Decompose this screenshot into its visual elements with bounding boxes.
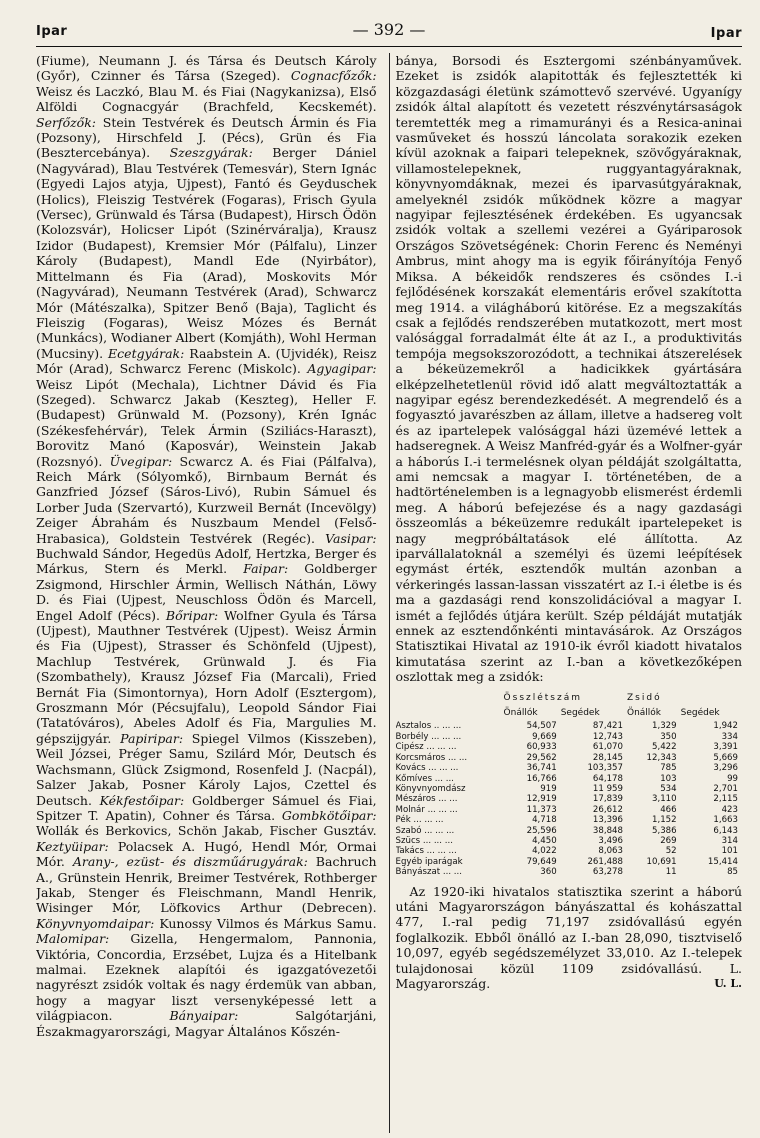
table-row xyxy=(396,763,742,773)
statistics-table-body xyxy=(396,721,742,877)
table-cell: 15,414 xyxy=(707,856,738,867)
table-row xyxy=(396,732,742,742)
table-cell: 334 xyxy=(721,731,738,742)
table-row xyxy=(396,805,742,815)
text-run: Weisz Lipót (Mechala), Lichtner Dávid és Fia (Szeged). Schwarcz Jakab (Keszteg), Heller F. (Budapest) Grünwald M. (Pozsony), Krén Ignác (Székesfehérvár), Telek Ármin (Sziliács-Haraszt), Borovitz Manó (Kaposvár), Weinstein Jakab (Rozsnyó). xyxy=(36,376,377,469)
table-cell: 5,386 xyxy=(652,825,677,836)
table-cell: 5,422 xyxy=(652,742,677,753)
table-row xyxy=(396,753,742,763)
table-cell: 4,022 xyxy=(532,846,557,857)
table-cell: 17,839 xyxy=(592,794,623,805)
group-header-jewish: Zsidó xyxy=(627,692,662,703)
table-cell: 29,562 xyxy=(526,752,557,763)
table-cell: 8,063 xyxy=(598,846,623,857)
text-run: Weisz és Laczkó, Blau M. és Fiai (Nagykanizsa), Első Alföldi Cognacgyár (Brachfeld, Kecskemét). xyxy=(36,83,377,115)
group-header-total: Összlétszám xyxy=(503,692,582,703)
table-cell: 12,919 xyxy=(526,794,557,805)
page-number: — 392 — xyxy=(352,20,426,39)
industry-heading: Papiripar: xyxy=(120,730,184,746)
industry-heading: Serfőzők: xyxy=(36,114,96,130)
row-label: Borbély ... ... ... xyxy=(395,731,462,742)
text-run: Goldberger Zsigmond, Hirschler Ármin, Wellisch Náthán, Löwy D. és Fiai (Ujpest, Neuschloss Ödön és Marcell, Engel Adolf (Pécs). xyxy=(36,561,377,623)
col-header: Segédek xyxy=(560,708,600,719)
text-run: Bachruch A., Grünstein Henrik, Breimer Testvérek, Rothberger Jakab, Stenger és Fleischmann, Mandl Henrik, Wisinger Mór, Löfkovics Arthur (Debrecen). xyxy=(36,854,377,916)
table-cell: 25,596 xyxy=(526,825,557,836)
table-row xyxy=(396,815,742,825)
text-run: Scwarcz A. és Fiai (Pálfalva), Reich Márk (Sólyomkő), Birnbaum Bernát és Ganzfried József (Sáros-Livó), Rubin Sámuel és Lorber Juda (Szervartó), Kurzweil Bernát (Incevölgy) Zeiger Ábrahám és Nuszbaum Mendel (Felső-Hrabasica), Goldstein Testvérek (Regéc). xyxy=(36,453,377,546)
page-header xyxy=(36,18,742,47)
table-cell: 85 xyxy=(727,867,738,878)
table-cell: 9,669 xyxy=(532,731,557,742)
col-header: Önállók xyxy=(627,708,662,719)
table-cell: 423 xyxy=(721,804,738,815)
table-cell: 12,343 xyxy=(646,752,677,763)
table-cell: 6,143 xyxy=(713,825,738,836)
table-cell: 11 xyxy=(665,867,677,878)
closing-text: Az 1920-iki hivatalos statisztika szerint a háború utáni Magyarországon bányászattal és kohászattal 477, I.-ral pedig 71,197 zsidóvallású egyén foglalkozik. Ebből önálló az I.-ban 28,090, tisztviselő 10,097, egyéb segédszemélyzet 33,010. Az I.-telepek tulajdonosai közül 1109 zsidóvallású. L. Magyarország. xyxy=(395,883,742,991)
text-run: (Fiume), Neumann J. és Társa és Deutsch Károly (Győr), Czinner és Társa (Szeged). xyxy=(36,53,377,84)
industry-heading: Faipar: xyxy=(243,561,289,577)
table-cell: 1,663 xyxy=(713,815,738,826)
author-signature: U. L. xyxy=(714,977,742,990)
table-cell: 534 xyxy=(660,783,677,794)
table-cell: 52 xyxy=(665,846,677,857)
table-row xyxy=(396,794,742,804)
right-column xyxy=(396,53,742,1133)
row-label: Szabó ... ... ... xyxy=(395,825,455,836)
table-cell: 79,649 xyxy=(526,856,557,867)
row-label: Asztalos .. ... ... xyxy=(395,721,462,732)
table-cell: 360 xyxy=(540,867,557,878)
row-label: Szücs ... ... ... xyxy=(395,835,453,846)
table-cell: 466 xyxy=(660,804,677,815)
table-cell: 26,612 xyxy=(592,804,623,815)
row-label: Molnár ... ... ... xyxy=(395,804,458,815)
industry-heading: Bányaipar: xyxy=(169,1008,239,1024)
two-column-body xyxy=(36,53,742,1133)
table-cell: 36,741 xyxy=(526,763,557,774)
row-label: Korcsmáros ... ... xyxy=(395,752,468,763)
table-cell: 1,942 xyxy=(713,721,738,732)
table-row xyxy=(396,857,742,867)
table-cell: 16,766 xyxy=(526,773,557,784)
table-cell: 3,391 xyxy=(713,742,738,753)
running-head-right: Ipar xyxy=(710,26,742,41)
table-cell: 1,329 xyxy=(652,721,677,732)
table-cell: 2,701 xyxy=(713,783,738,794)
table-row xyxy=(396,836,742,846)
row-label: Egyéb iparágak xyxy=(395,856,463,867)
industry-heading: Malomipar: xyxy=(36,931,110,947)
table-cell: 3,496 xyxy=(598,835,623,846)
text-run: Spiegel Vilmos (Kisszeben), Weil Józsei, Préger Samu, Szilárd Mór, Deutsch és Wachsmann, Glück Zsigmond, Rosenfeld J. (Nacpál), Salzer Jakab, Posner Károly Lajos, Czettel és Deutsch. xyxy=(36,730,377,808)
row-label: Takács ... ... ... xyxy=(395,846,457,857)
text-run: Polacsek A. Hugó, Hendl Mór, Ormai Mór. xyxy=(36,838,377,870)
table-spacer xyxy=(396,708,504,721)
table-cell: 785 xyxy=(660,763,677,774)
row-label: Könyvnyomdász xyxy=(395,783,466,794)
row-label: Kovács ... ... ... xyxy=(395,763,459,774)
table-row xyxy=(396,867,742,877)
table-cell: 11 959 xyxy=(592,783,623,794)
table-cell: 5,669 xyxy=(713,752,738,763)
industry-heading: Szeszgyárak: xyxy=(169,145,253,161)
row-label: Cipész ... ... ... xyxy=(395,742,457,753)
table-row xyxy=(396,846,742,856)
industry-heading: Ecetgyárak: xyxy=(108,345,185,361)
col-header: Önállók xyxy=(503,708,538,719)
table-cell: 919 xyxy=(540,783,557,794)
table-row xyxy=(396,721,742,731)
closing-paragraph xyxy=(396,884,742,992)
table-cell: 54,507 xyxy=(526,721,557,732)
table-spacer xyxy=(396,693,504,708)
table-cell: 13,396 xyxy=(592,815,623,826)
industry-heading: Keztyüipar: xyxy=(36,838,109,854)
table-row xyxy=(396,784,742,794)
industry-heading: Agyagipar: xyxy=(307,361,377,377)
industry-heading: Kékfestőipar: xyxy=(99,792,185,808)
table-cell: 101 xyxy=(721,846,738,857)
table-cell: 60,933 xyxy=(526,742,557,753)
row-label: Mészáros ... ... xyxy=(395,794,458,805)
table-cell: 10,691 xyxy=(646,856,677,867)
running-head-left: Ipar xyxy=(36,24,68,39)
table-cell: 4,450 xyxy=(532,835,557,846)
table-cell: 261,488 xyxy=(587,856,623,867)
col-header: Segédek xyxy=(680,708,720,719)
text-run: Gizella, Hengermalom, Pannonia, Viktória, Concordia, Erzsébet, Lujza és a Hitelbank malmai. Ezeknek alapítói és igazgatóvezetői nagyrészt zsidók voltak és nagy érdemük van abban, hogy a magyar liszt versenyképessé lett a világpiacon. xyxy=(36,931,377,1024)
industry-heading: Könyvnyomdaipar: xyxy=(36,915,155,931)
table-cell: 12,743 xyxy=(592,731,623,742)
table-cell: 2,115 xyxy=(713,794,738,805)
table-cell: 103,357 xyxy=(587,763,623,774)
industry-heading: Arany-, ezüst- és diszműárugyárak: xyxy=(72,854,308,870)
row-label: Pék ... ... ... xyxy=(395,815,444,826)
text-run: Buchwald Sándor, Hegedüs Adolf, Hertzka, Berger és Márkus, Stern és Merkl. xyxy=(36,546,377,577)
row-label: Kőmíves ... ... xyxy=(395,773,454,784)
table-cell: 38,848 xyxy=(592,825,623,836)
industry-heading: Bőripar: xyxy=(165,607,219,623)
table-row xyxy=(396,742,742,752)
left-column xyxy=(36,53,383,1133)
table-cell: 11,373 xyxy=(526,804,557,815)
industry-heading: Cognacfőzők: xyxy=(290,68,377,84)
table-row xyxy=(396,826,742,836)
row-label: Bányászat ... ... xyxy=(395,867,462,878)
industry-heading: Vasipar: xyxy=(325,530,377,546)
table-cell: 63,278 xyxy=(592,867,623,878)
industry-heading: Gombkötőipar: xyxy=(281,807,377,823)
text-run: Stein Testvérek és Deutsch Ármin és Fia (Pozsony), Hirschfeld J. (Pécs), Grün és Fia (Besztercebánya). xyxy=(36,114,377,161)
table-cell: 4,718 xyxy=(532,815,557,826)
table-cell: 28,145 xyxy=(592,752,623,763)
table-cell: 61,070 xyxy=(592,742,623,753)
table-cell: 99 xyxy=(727,773,738,784)
left-column-paragraph xyxy=(36,53,377,1039)
table-row xyxy=(396,774,742,784)
text-run: Goldberger Sámuel és Fiai, Spitzer T. Apatin), Cohner és Társa. xyxy=(36,792,377,823)
text-run: Wolfner Gyula és Társa (Ujpest), Mauthner Testvérek (Ujpest). Weisz Ármin és Fia (Ujpest), Strasser és Schönfeld (Ujpest), Machlup Testvérek, Grünwald J. és Fia (Szombathely), Krausz József Fia (Marcali), Fried Bernát Fia (Simontornya), Horn Adolf (Esztergom), Groszmann Mór (Pécsujfalu), Leopold Sándor Fiai (Tatatóváros), Abeles Adolf és Fia, Margulies M. gépszijgyár. xyxy=(36,607,377,746)
table-cell: 64,178 xyxy=(592,773,623,784)
table-cell: 87,421 xyxy=(592,721,623,732)
table-cell: 103 xyxy=(660,773,677,784)
table-cell: 3,296 xyxy=(713,763,738,774)
table-cell: 3,110 xyxy=(652,794,677,805)
table-cell: 269 xyxy=(660,835,677,846)
statistics-table xyxy=(396,693,742,878)
table-cell: 314 xyxy=(721,835,738,846)
text-run: Berger Dániel (Nagyvárad), Blau Testvérek (Temesvár), Stern Ignác (Egyedi Lajos atyja, Ujpest), Fantó és Geyduschek (Holics), Fleiszig Testvérek (Fogaras), Frisch Gyula (Versec), Grünwald és Társa (Budapest), Hirsch Ödön (Kolozsvár), Holicser Lipót (Szinérváralja), Krausz Izidor (Budapest), Kremsier Mór (Pálfalu), Linzer Károly (Budapest), Mandl Ede (Nyirbátor), Mittelmann és Fia (Arad), Moskovits Mór (Nagyvárad), Neumann Testvérek (Arad), Schwarcz Mór (Mátészalka), Spitzer Benő (Baja), Taglicht és Fleiszig (Fogaras), Weisz Mózes és Bernát (Munkács), Wodianer Albert (Komjáth), Wohl Herman (Mucsiny). xyxy=(36,145,377,361)
industry-heading: Üvegipar: xyxy=(109,453,173,469)
column-divider xyxy=(389,53,390,1133)
text-run: Salgótarjáni, Északmagyarországi, Magyar Általános Kőszén- xyxy=(36,1008,377,1039)
table-cell: 350 xyxy=(660,731,677,742)
table-cell: 1,152 xyxy=(652,815,677,826)
right-column-paragraph: bánya, Borsodi és Esztergomi szénbányaművek. Ezeket is zsidók alapitották és fejlesztették ki közgazdasági életünk számottevő szervévé. Ugyanígy zsidók által alapított és vezetett részvénytársaságok teremtették meg a rimamurányi és a Resica-aninai vasműveket és hosszú láncolata sorakozik ezeken kívül azoknak a faipari telepeknek, szövőgyáraknak, villamostelepeknek, ruggyantagyáraknak, könyvnyomdáknak, mezei és iparvasútgyáraknak, amelyeknél zsidók működnek közre a magyar nagyipar fejlesztésének érdekében. Es ugyancsak zsidók voltak a szellemi vezérei a Gyáriparosok Országos Szövetségének: Chorin Ferenc és Neményi Ambrus, mint ahogy ma is egyik főirányítója Fenyő Miksa. A békeidők rendszeres és csöndes I.-i fejlődésének korszakát elementáris erővel szakította meg 1914. a világháború kitörése. Ez a megszakítás csak a fejlődés rendszerében mutatkozott, mert most valósággal forradalmát élte át az I., a produktivitás tempója megsokszorozódott, a technikai átszerelések a békeüzemekről a hadicikkek gyártására elképzelhetetlenül rövid idő alatt megváltoztatták a nagyipar egész berendezkedését. A megrendelő és a fogyasztó javarészben az állam, illetve a hadsereg volt és az ipartelepek valósággal házi üzemévé lettek a hadseregnek. A Weisz Manfréd-gyár és a Wolfner-gyár a háborús I.-i termelésnek olyan példáját szolgáltatta, ami nemcsak a magyar I. történetében, de a hadtörténelemben is a legnagyobb elismerést érdemli meg. A háború befejezése és a nagy gazdasági összeomlás a békeüzemre redukált ipartelepeket is nagy megpróbáltatások elé állította. Az iparvállalatoknál a személyi és üzemi leépítések egymást érték, esztendők multán azonban a vérkeringés lassan-lassan visszatért az I.-i életbe is és ma a gazdasági rend konszolidációval a magyar I. ismét a fejlődés útjára került. Szép példáját mutatják ennek az esztendőnkénti mintavásárok. Az Országos Statisztikai Hivatal az 1910-ik évről kiadott hivatalos kimutatása szerint az I.-ban a következőképen oszlottak meg a zsidók: xyxy=(395,53,742,685)
text-run: Kunossy Vilmos és Márkus Samu. xyxy=(154,915,377,931)
text-run: Raabstein A. (Ujvidék), Reisz Mór (Arad), Schwarcz Ferenc (Miskolc). xyxy=(36,345,377,377)
text-run: Wollák és Berkovics, Schön Jakab, Fischer Gusztáv. xyxy=(36,823,377,839)
